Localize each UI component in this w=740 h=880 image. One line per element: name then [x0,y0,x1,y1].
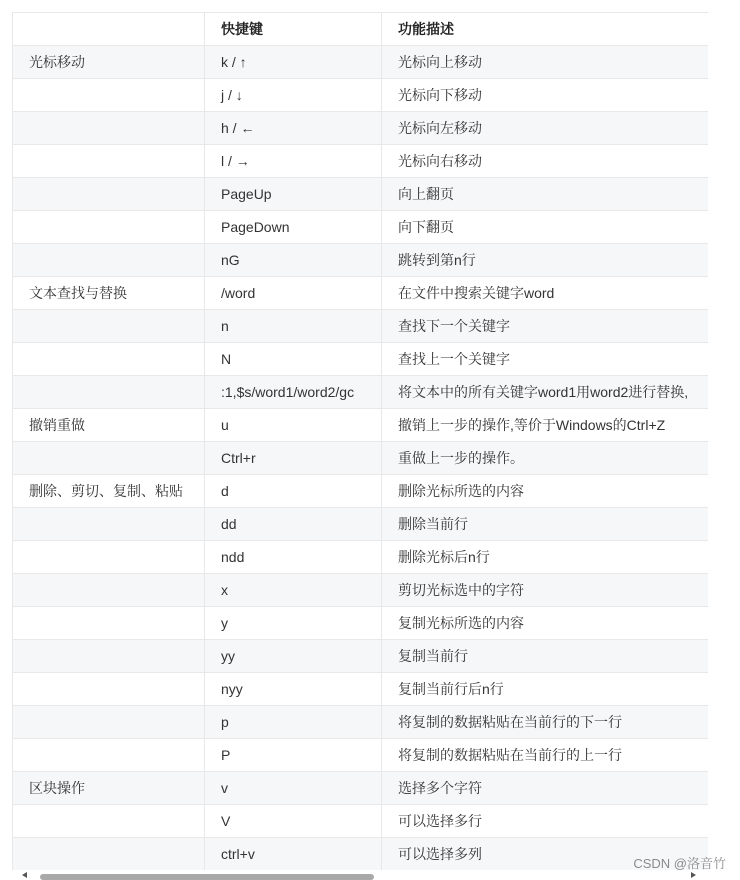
horizontal-scrollbar[interactable] [22,872,696,879]
cell-shortcut: h / ← [205,112,382,145]
cell-description: 光标向上移动 [382,46,709,79]
table-row [13,46,709,79]
cell-category [13,541,205,574]
cell-description: 选择多个字符 [382,772,709,805]
cell-shortcut: yy [205,640,382,673]
cell-shortcut: dd [205,508,382,541]
cell-description: 跳转到第n行 [382,244,709,277]
cell-description: 将复制的数据粘贴在当前行的下一行 [382,706,709,739]
cell-shortcut: n [205,310,382,343]
cell-category [13,805,205,838]
cell-shortcut: P [205,739,382,772]
cell-shortcut: k / ↑ [205,46,382,79]
cell-shortcut: ctrl+v [205,838,382,871]
cell-description: 复制当前行 [382,640,709,673]
cell-description: 将文本中的所有关键字word1用word2进行替换, [382,376,709,409]
cell-category: 光标移动 [13,46,205,79]
table-row [13,79,709,112]
cell-description: 删除当前行 [382,508,709,541]
cell-shortcut: ndd [205,541,382,574]
table-row [13,211,709,244]
scroll-left-arrow-icon[interactable] [22,872,27,878]
cell-description: 可以选择多列 [382,838,709,871]
cell-shortcut: PageUp [205,178,382,211]
cell-category [13,178,205,211]
table-row [13,673,709,706]
cell-description: 剪切光标选中的字符 [382,574,709,607]
table-row [13,277,709,310]
scroll-right-arrow-icon[interactable] [691,872,696,878]
cell-description: 向下翻页 [382,211,709,244]
cell-category [13,79,205,112]
header-shortcut: 快捷键 [205,13,382,46]
watermark: CSDN @洛音竹 [633,856,726,871]
cell-shortcut: nyy [205,673,382,706]
cell-shortcut: Ctrl+r [205,442,382,475]
cell-description: 光标向下移动 [382,79,709,112]
cell-description: 查找上一个关键字 [382,343,709,376]
cell-category: 文本查找与替换 [13,277,205,310]
shortcut-table [12,12,708,870]
cell-category [13,145,205,178]
cell-shortcut: j / ↓ [205,79,382,112]
table-row [13,706,709,739]
table-row [13,244,709,277]
cell-category [13,244,205,277]
cell-category: 撤销重做 [13,409,205,442]
cell-shortcut: l / → [205,145,382,178]
cell-description: 可以选择多行 [382,805,709,838]
table-row [13,772,709,805]
cell-shortcut: PageDown [205,211,382,244]
cell-category [13,607,205,640]
table-row [13,409,709,442]
cell-category [13,376,205,409]
table-header-row [13,13,709,46]
cell-description: 重做上一步的操作。 [382,442,709,475]
table-row [13,574,709,607]
cell-category [13,739,205,772]
table-row [13,343,709,376]
cell-shortcut: u [205,409,382,442]
cell-shortcut: :1,$s/word1/word2/gc [205,376,382,409]
cell-category [13,574,205,607]
cell-description: 删除光标后n行 [382,541,709,574]
cell-shortcut: V [205,805,382,838]
table-row [13,607,709,640]
cell-category [13,112,205,145]
cell-shortcut: N [205,343,382,376]
cell-category [13,640,205,673]
cell-shortcut: y [205,607,382,640]
table-row [13,739,709,772]
table-body [13,46,709,871]
cell-shortcut: p [205,706,382,739]
table-row [13,310,709,343]
cell-category [13,442,205,475]
table-row [13,112,709,145]
table-row [13,178,709,211]
table-row [13,442,709,475]
cell-category: 删除、剪切、复制、粘贴 [13,475,205,508]
table-row [13,541,709,574]
cell-description: 删除光标所选的内容 [382,475,709,508]
cell-category: 区块操作 [13,772,205,805]
cell-shortcut: x [205,574,382,607]
table-row [13,805,709,838]
table-row [13,838,709,871]
table-row [13,475,709,508]
table-scroll-container[interactable] [12,12,708,870]
table-row [13,376,709,409]
cell-category [13,706,205,739]
scroll-thumb[interactable] [40,874,374,880]
cell-category [13,343,205,376]
cell-category [13,673,205,706]
header-category [13,13,205,46]
table-row [13,508,709,541]
cell-description: 将复制的数据粘贴在当前行的上一行 [382,739,709,772]
cell-description: 在文件中搜索关键字word [382,277,709,310]
cell-description: 撤销上一步的操作,等价于Windows的Ctrl+Z [382,409,709,442]
cell-description: 向上翻页 [382,178,709,211]
cell-shortcut: d [205,475,382,508]
cell-shortcut: nG [205,244,382,277]
table-row [13,640,709,673]
table-row [13,145,709,178]
header-description: 功能描述 [382,13,709,46]
cell-description: 光标向右移动 [382,145,709,178]
cell-shortcut: v [205,772,382,805]
cell-description: 复制光标所选的内容 [382,607,709,640]
cell-description: 查找下一个关键字 [382,310,709,343]
cell-category [13,310,205,343]
cell-shortcut: /word [205,277,382,310]
cell-description: 光标向左移动 [382,112,709,145]
cell-description: 复制当前行后n行 [382,673,709,706]
cell-category [13,508,205,541]
cell-category [13,838,205,871]
cell-category [13,211,205,244]
